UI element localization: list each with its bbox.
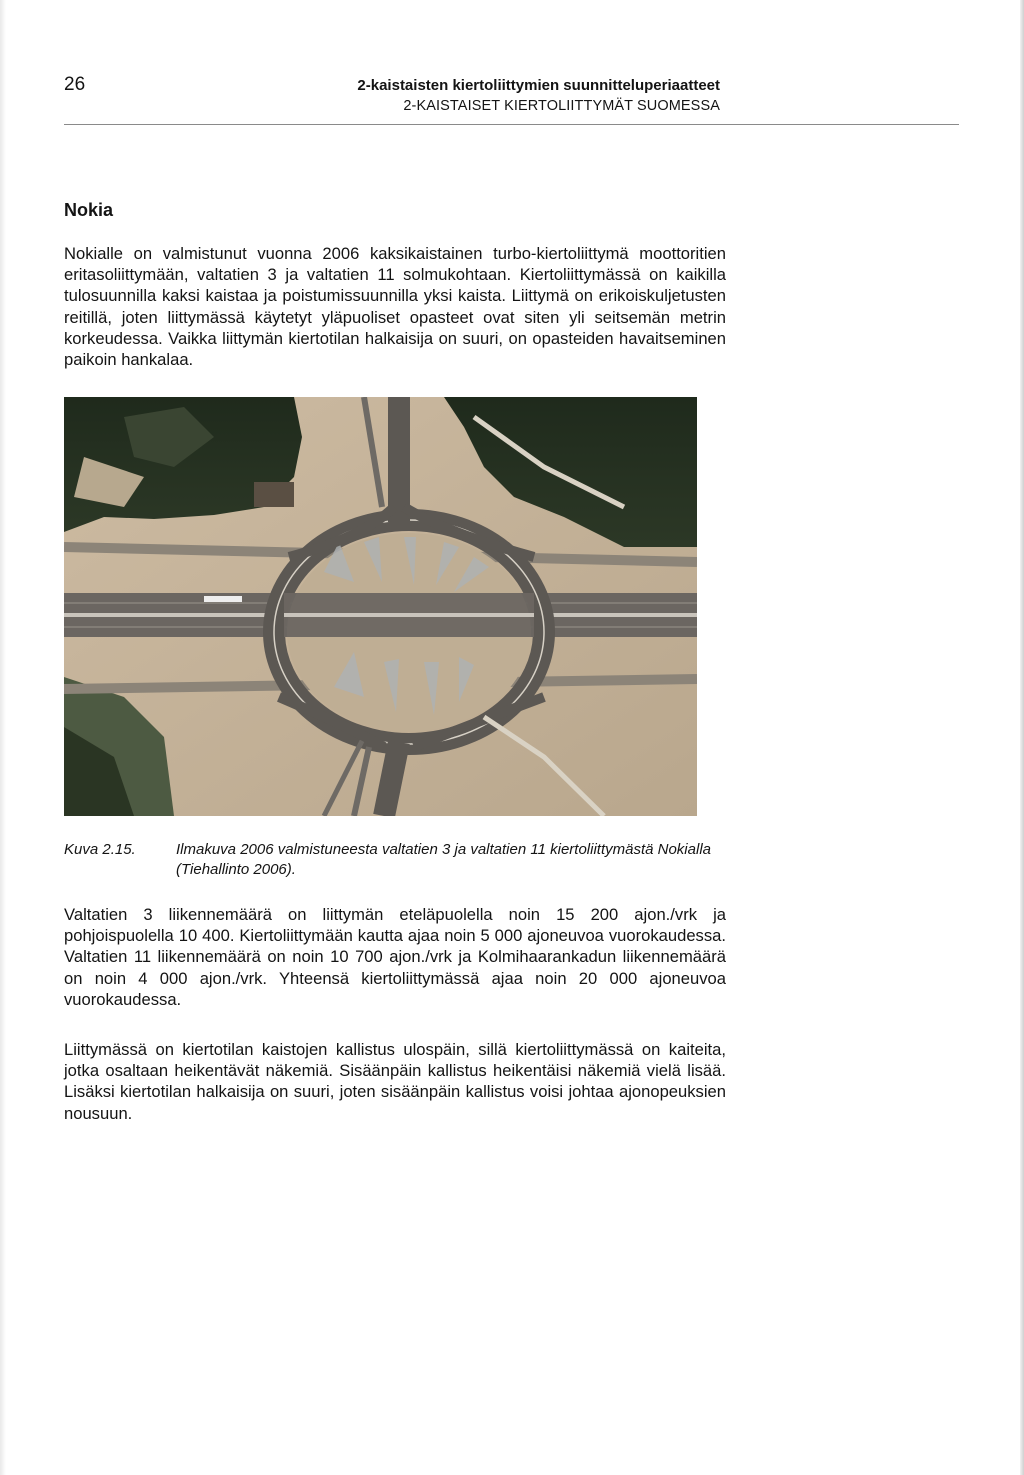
paragraph-intro: Nokialle on valmistunut vuonna 2006 kaksikaistainen turbo-kiertoliittymä moottoritien eritasoliittymään, valtatien 3 ja valtatien 11 solmukohtaan. Kiertoliittymässä on kaikilla tulosuunnilla kaksi kaistaa ja poistumissuunnilla yksi kaista. Liittymä on erikoiskuljetusten reitillä, joten liittymässä käytetyt yläpuoliset opasteet ovat siten yli seitsemän metrin korkeudessa. Vaikka liittymän kiertotilan halkaisija on suuri, on opasteiden havaitseminen paikoin hankalaa. [64,244,726,370]
section-heading: Nokia [64,200,114,220]
running-head-title: 2-kaistaisten kiertoliittymien suunnitteluperiaatteet [357,77,720,94]
header-divider [64,124,959,125]
running-head [357,76,720,116]
paragraph-lane-slope: Liittymässä on kiertotilan kaistojen kallistus ulospäin, sillä kiertoliittymässä on kaiteita, jotka osaltaan heikentävät näkemiä. Sisäänpäin kallistus heikentäisi näkemiä vielä lisää. Lisäksi kiertotilan halkaisija on suuri, joten sisäänpäin kallistus voisi johtaa ajonopeuksien nousuun. [64,1040,726,1123]
figure-label: Kuva 2.15. [64,841,136,858]
running-head-subtitle: 2-KAISTAISET KIERTOLIITTYMÄT SUOMESSA [403,98,720,114]
page-edge-shadow [1020,0,1024,1475]
aerial-photo-roundabout [64,397,697,816]
figure-caption-text: Ilmakuva 2006 valmistuneesta valtatien 3 ja valtatien 11 kiertoliittymästä Nokialla (Tiehallinto 2006). [176,841,711,878]
page-edge [0,0,6,1475]
page-number: 26 [64,74,86,95]
paragraph-traffic-volumes: Valtatien 3 liikennemäärä on liittymän eteläpuolella noin 15 200 ajon./vrk ja pohjoispuolella 10 400. Kiertoliittymään kautta ajaa noin 5 000 ajoneuvoa vuorokaudessa. Valtatien 11 liikennemäärä on noin 10 700 ajon./vrk ja Kolmihaarankadun liikennemäärä on noin 4 000 ajon./vrk. Yhteensä kiertoliittymässä ajaa noin 20 000 ajoneuvoa vuorokaudessa. [64,905,726,1009]
